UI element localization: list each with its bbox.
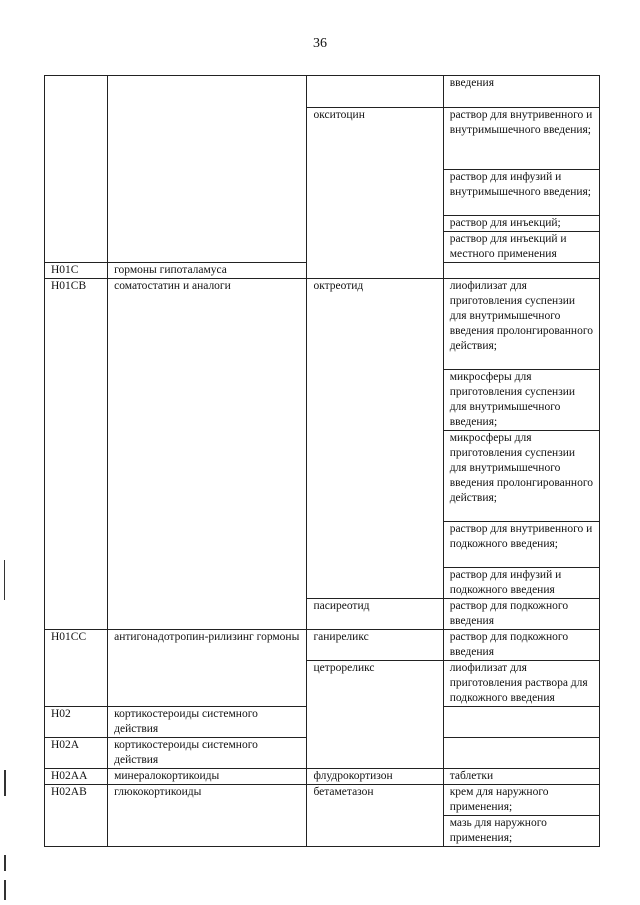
group-name-cell [108, 76, 307, 263]
atc-code-cell: H02A [45, 738, 108, 769]
drug-name-cell: флудрокортизон [307, 769, 443, 785]
table-row [45, 630, 600, 661]
dosage-form-cell: раствор для подкожного введения [443, 630, 599, 661]
page-number: 36 [313, 36, 327, 51]
dosage-form-cell: раствор для внутривенного и подкожного введения; [443, 522, 599, 568]
scan-mark [4, 560, 5, 600]
drug-name-cell: ганиреликс [307, 630, 443, 661]
group-name-cell: минералокортикоиды [108, 769, 307, 785]
dosage-form-cell: раствор для инъекций и местного применения [443, 232, 599, 263]
dosage-form-cell [443, 738, 599, 769]
drug-table [44, 75, 600, 847]
dosage-form-cell: раствор для инфузий и подкожного введения [443, 568, 599, 599]
scan-mark [4, 770, 6, 796]
dosage-form-cell: лиофилизат для приготовления раствора для подкожного введения [443, 661, 599, 707]
dosage-form-cell: лиофилизат для приготовления суспензии для внутримышечного введения пролонгированного действия; [443, 279, 599, 370]
group-name-cell: кортикостероиды системного действия [108, 707, 307, 738]
dosage-form-cell: таблетки [443, 769, 599, 785]
table-row [45, 769, 600, 785]
dosage-form-cell [443, 707, 599, 738]
dosage-form-cell: микросферы для приготовления суспензии для внутримышечного введения пролонгированного действия; [443, 431, 599, 522]
group-name-cell: глюкокортикоиды [108, 785, 307, 847]
dosage-form-cell: раствор для внутривенного и внутримышечного введения; [443, 108, 599, 170]
group-name-cell: соматостатин и аналоги [108, 279, 307, 630]
drug-name-cell: пасиреотид [307, 599, 443, 630]
atc-code-cell: H02 [45, 707, 108, 738]
dosage-form-cell: мазь для наружного применения; [443, 816, 599, 847]
table-row [45, 279, 600, 370]
dosage-form-cell: раствор для инфузий и внутримышечного введения; [443, 170, 599, 216]
atc-code-cell: H02AB [45, 785, 108, 847]
dosage-form-cell: раствор для инъекций; [443, 216, 599, 232]
drug-name-cell: цетрореликс [307, 661, 443, 769]
atc-code-cell: H01CC [45, 630, 108, 707]
dosage-form-cell: раствор для подкожного введения [443, 599, 599, 630]
atc-code-cell: H02AA [45, 769, 108, 785]
scan-mark [4, 880, 6, 900]
scan-mark [4, 855, 6, 871]
drug-name-cell: окситоцин [307, 108, 443, 279]
dosage-form-cell [443, 263, 599, 279]
table-row [45, 76, 600, 108]
group-name-cell: кортикостероиды системного действия [108, 738, 307, 769]
atc-code-cell: H01CB [45, 279, 108, 630]
drug-name-cell: октреотид [307, 279, 443, 599]
group-name-cell: антигонадотропин-рилизинг гормоны [108, 630, 307, 707]
drug-name-cell [307, 76, 443, 108]
atc-code-cell [45, 76, 108, 263]
dosage-form-cell: крем для наружного применения; [443, 785, 599, 816]
drug-name-cell: бетаметазон [307, 785, 443, 847]
table-row [45, 785, 600, 816]
dosage-form-cell: микросферы для приготовления суспензии для внутримышечного введения; [443, 370, 599, 431]
atc-code-cell: H01C [45, 263, 108, 279]
dosage-form-cell: введения [443, 76, 599, 108]
group-name-cell: гормоны гипоталамуса [108, 263, 307, 279]
table-body [45, 76, 600, 847]
